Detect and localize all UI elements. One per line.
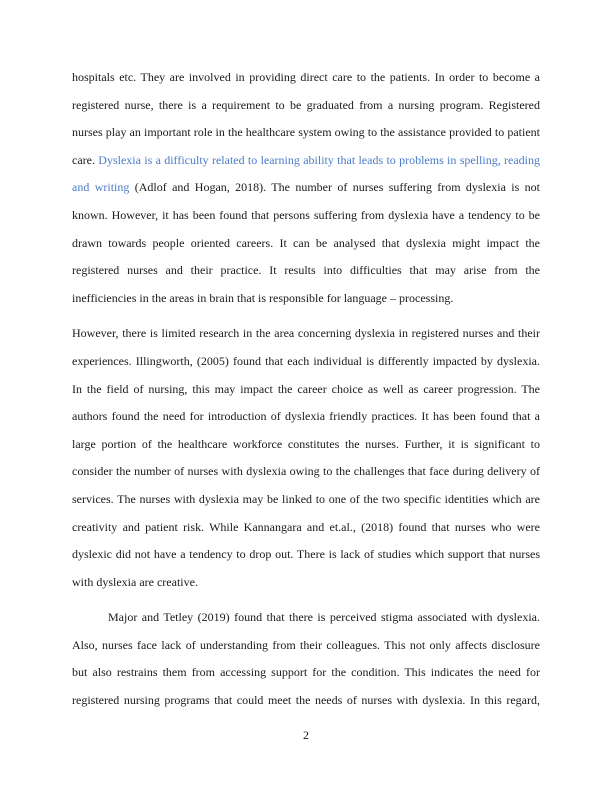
text: registered nurses and their practice. It results into difficulties that may arise from the — [72, 263, 540, 278]
text: authors found the need for introduction of dyslexia friendly practices. It has been found that a — [72, 409, 540, 424]
text-line — [72, 458, 540, 486]
text: registered nursing programs that could meet the needs of nurses with dyslexia. In this regard, — [72, 693, 540, 708]
text: inefficiencies in the areas in brain that is responsible for language – processing. — [72, 290, 454, 305]
text-line — [72, 541, 540, 569]
text: In the field of nursing, this may impact the career choice as well as career progression. The — [72, 381, 540, 396]
document-page — [72, 64, 540, 715]
text-line — [72, 659, 540, 687]
text-line — [72, 92, 540, 120]
text: care. — [72, 152, 99, 167]
text-line — [72, 376, 540, 404]
paragraph-3 — [72, 604, 540, 714]
text: known. However, it has been found that persons suffering from dyslexia have a tendency to be — [72, 207, 540, 222]
paragraph-2 — [72, 320, 540, 596]
text-line — [72, 569, 540, 597]
text-line — [72, 202, 540, 230]
text: Also, nurses face lack of understanding from their colleagues. This not only affects disclosure — [72, 637, 540, 652]
highlighted-text: Dyslexia is a difficulty related to learning ability that leads to problems in spelling, reading — [98, 152, 540, 167]
text: Major and Tetley (2019) found that there is perceived stigma associated with dyslexia. — [108, 610, 540, 625]
text: but also restrains them from accessing support for the condition. This indicates the need for — [72, 665, 540, 680]
text-line — [72, 257, 540, 285]
text-line — [72, 320, 540, 348]
page-number: 2 — [303, 728, 309, 742]
text: nurses play an important role in the healthcare system owing to the assistance provided to patient — [72, 125, 540, 140]
text: However, there is limited research in the area concerning dyslexia in registered nurses and their — [72, 326, 540, 341]
text-line — [72, 514, 540, 542]
text: consider the number of nurses with dyslexia owing to the challenges that face during delivery of — [72, 464, 540, 479]
text-line — [72, 348, 540, 376]
text: creativity and patient risk. While Kannangara and et.al., (2018) found that nurses who were — [72, 519, 540, 534]
text-line — [72, 431, 540, 459]
text-line — [72, 285, 540, 313]
text-line — [72, 119, 540, 147]
text: dyslexic did not have a tendency to drop out. There is lack of studies which support that nurses — [72, 547, 540, 562]
text-line — [72, 174, 540, 202]
text-line — [72, 632, 540, 660]
text: large portion of the healthcare workforce constitutes the nurses. Further, it is significant to — [72, 436, 540, 451]
text-line — [72, 147, 540, 175]
paragraph-1 — [72, 64, 540, 312]
text: hospitals etc. They are involved in providing direct care to the patients. In order to become a — [72, 70, 540, 84]
text: registered nurse, there is a requirement to be graduated from a nursing program. Registered — [72, 97, 540, 112]
text: services. The nurses with dyslexia may be linked to one of the two specific identities which are — [72, 491, 540, 506]
text-line — [72, 403, 540, 431]
text-line — [72, 486, 540, 514]
text-line — [72, 64, 540, 92]
text: with dyslexia are creative. — [72, 574, 198, 589]
text-line — [72, 604, 540, 632]
text-line — [72, 687, 540, 715]
text: experiences. Illingworth, (2005) found that each individual is differently impacted by dyslexia. — [72, 353, 540, 368]
text: (Adlof and Hogan, 2018). The number of nurses suffering from dyslexia is not — [129, 180, 540, 195]
text-line — [72, 230, 540, 258]
highlighted-text: and writing — [72, 180, 130, 195]
text: drawn towards people oriented careers. It can be analysed that dyslexia might impact the — [72, 235, 540, 250]
